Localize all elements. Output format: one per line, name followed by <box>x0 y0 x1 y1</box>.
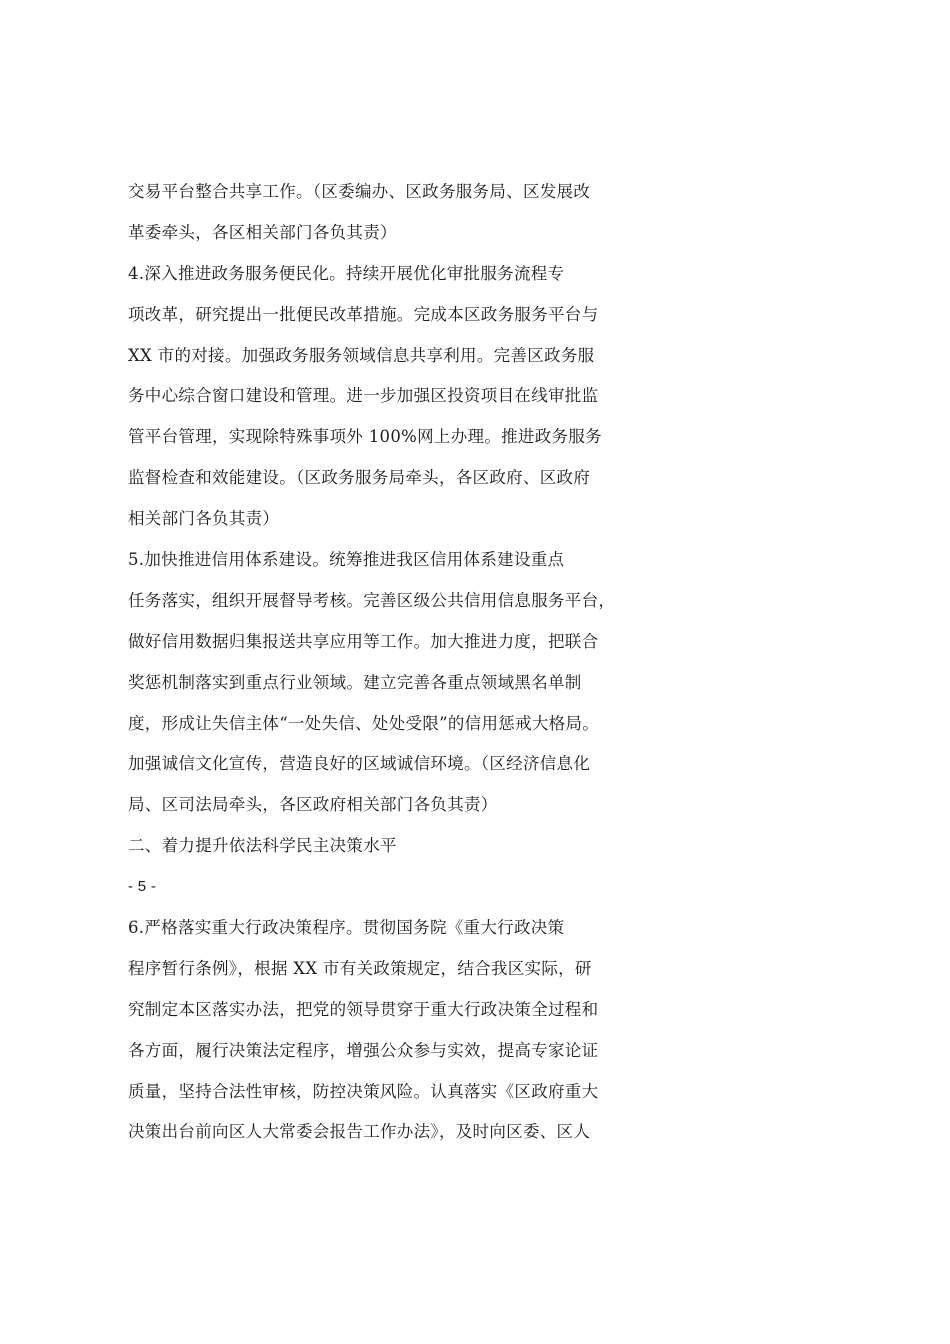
text-line: 决策出台前向区人大常委会报告工作办法》，及时向区委、区人 <box>128 1122 591 1142</box>
text-line: 任务落实，组织开展督导考核。完善区级公共信用信息服务平台， <box>128 590 616 610</box>
text-line: 4.深入推进政务服务便民化。持续开展优化审批服务流程专 <box>128 263 565 283</box>
text-line: 究制定本区落实办法，把党的领导贯穿于重大行政决策全过程和 <box>128 999 599 1019</box>
text-line: 管平台管理，实现除特殊事项外 100%网上办理。推进政务服务 <box>128 427 602 447</box>
text-line: XX 市的对接。加强政务服务领域信息共享利用。完善区政务服 <box>128 345 595 365</box>
text-line: 做好信用数据归集报送共享应用等工作。加大推进力度，把联合 <box>128 631 599 651</box>
text-line: 监督检查和效能建设。（区政务服务局牵头，各区政府、区政府 <box>128 468 591 488</box>
text-line: 务中心综合窗口建设和管理。进一步加强区投资项目在线审批监 <box>128 386 599 406</box>
text-line: 加强诚信文化宣传，营造良好的区域诚信环境。（区经济信息化 <box>128 754 591 774</box>
section-heading: 二、着力提升依法科学民主决策水平 <box>128 836 397 856</box>
document-body <box>128 176 628 1157</box>
text-line: 程序暂行条例》，根据 XX 市有关政策规定，结合我区实际，研 <box>128 958 592 978</box>
text-line: 相关部门各负其责） <box>128 509 280 529</box>
text-line: 项改革，研究提出一批便民改革措施。完成本区政务服务平台与 <box>128 304 599 324</box>
text-line: 各方面，履行决策法定程序，增强公众参与实效，提高专家论证 <box>128 1040 599 1060</box>
text-line: 质量，坚持合法性审核，防控决策风险。认真落实《区政府重大 <box>128 1081 599 1101</box>
text-line: 革委牵头，各区相关部门各负其责） <box>128 222 397 242</box>
text-line: 局、区司法局牵头，各区政府相关部门各负其责） <box>128 795 498 815</box>
page-number: - 5 - <box>128 878 157 896</box>
text-line: 交易平台整合共享工作。（区委编办、区政务服务局、区发展改 <box>128 182 591 201</box>
text-line: 奖惩机制落实到重点行业领域。建立完善各重点领域黑名单制 <box>128 672 582 692</box>
text-line: 6.严格落实重大行政决策程序。贯彻国务院《重大行政决策 <box>128 918 565 938</box>
text-line: 5.加快推进信用体系建设。统筹推进我区信用体系建设重点 <box>128 550 565 570</box>
text-line: 度，形成让失信主体“一处失信、处处受限”的信用惩戒大格局。 <box>128 713 600 733</box>
